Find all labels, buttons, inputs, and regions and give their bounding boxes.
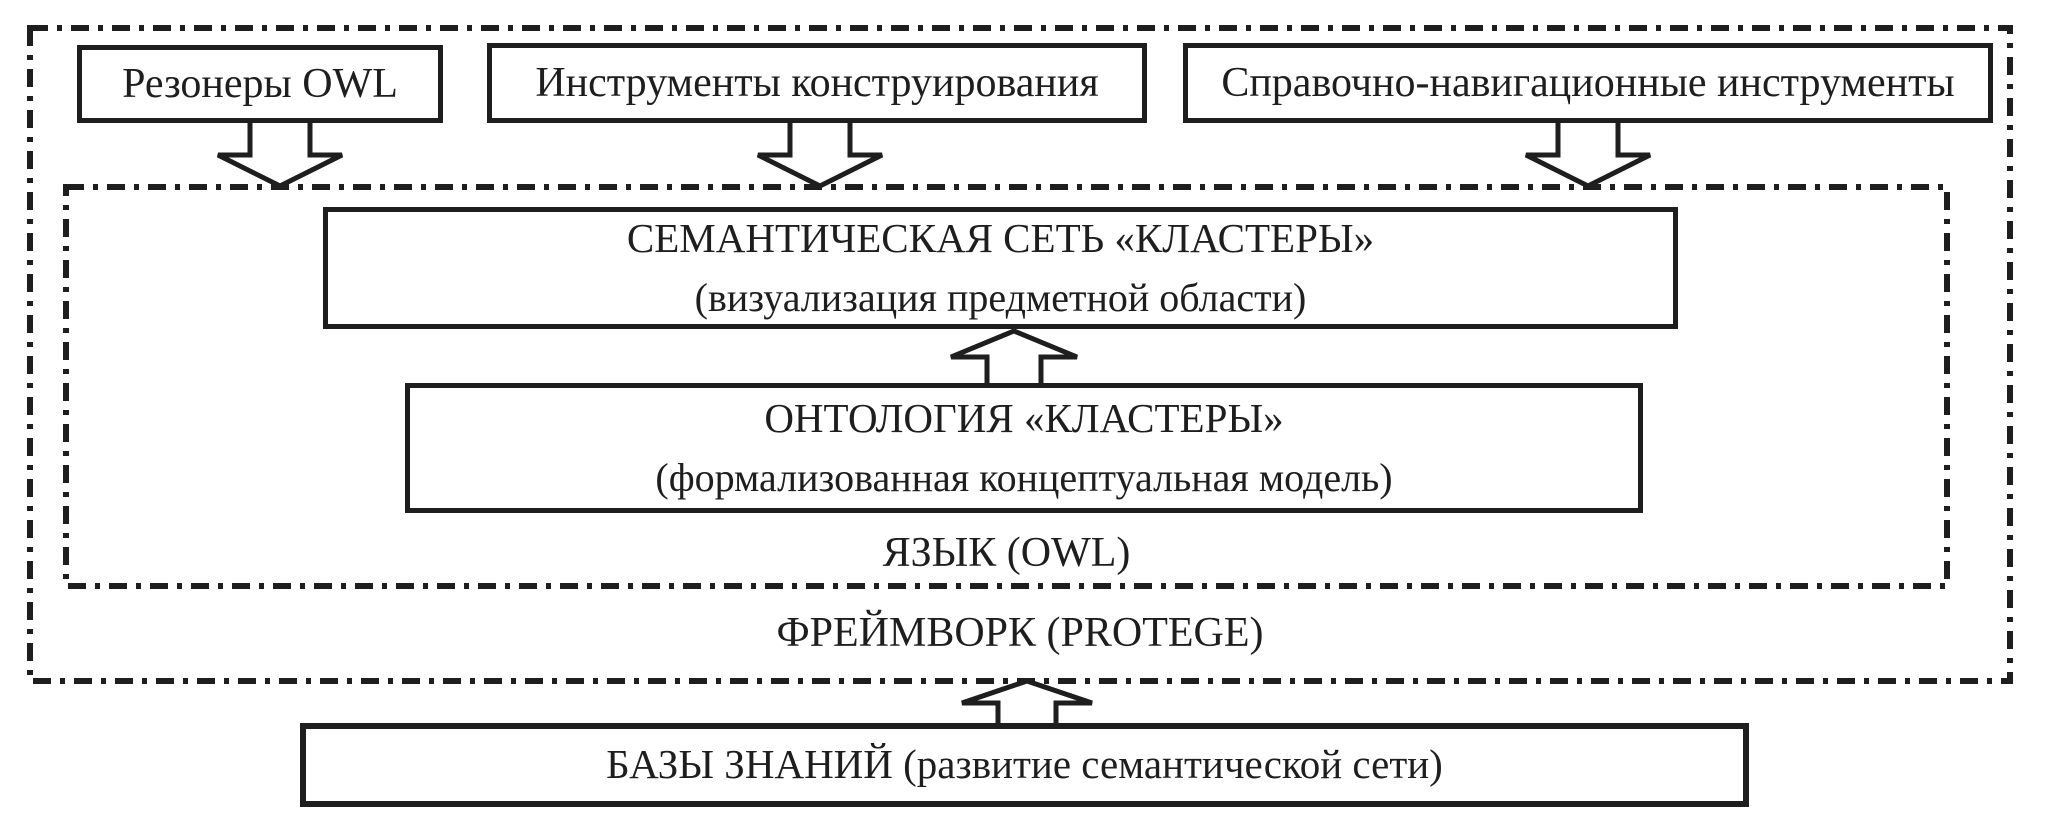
up-arrow-ontology-to-semantic-net — [951, 331, 1077, 386]
box-reference-navigation-tools-label: Справочно-навигационные инструменты — [1221, 59, 1955, 106]
down-arrow-reference-navigation-tools — [1526, 120, 1650, 186]
language-frame-label: ЯЗЫК (OWL) — [882, 530, 1131, 576]
down-arrow-owl-reasoners — [218, 120, 342, 186]
framework-frame-label: ФРЕЙМВОРК (PROTEGE) — [776, 610, 1264, 656]
box-reference-navigation-tools — [1183, 43, 1993, 123]
ontology-title: ОНТОЛОГИЯ «КЛАСТЕРЫ» — [764, 394, 1284, 441]
semantic-net-title: СЕМАНТИЧЕСКАЯ СЕТЬ «КЛАСТЕРЫ» — [626, 214, 1375, 261]
down-arrow-construction-tools — [758, 120, 882, 186]
box-construction-tools-label: Инструменты конструирования — [535, 59, 1099, 106]
up-arrow-knowledge-bases-to-framework — [962, 681, 1092, 726]
ontology-subtitle: (формализованная концептуальная модель) — [655, 455, 1393, 501]
box-semantic-net — [323, 207, 1678, 329]
box-construction-tools — [487, 43, 1147, 123]
box-ontology — [405, 383, 1643, 513]
box-knowledge-bases-label: БАЗЫ ЗНАНИЙ (развитие семантической сети) — [606, 741, 1443, 788]
box-owl-reasoners — [77, 45, 443, 123]
semantic-net-subtitle: (визуализация предметной области) — [694, 275, 1307, 321]
box-knowledge-bases — [300, 723, 1749, 807]
box-owl-reasoners-label: Резонеры OWL — [122, 60, 398, 107]
